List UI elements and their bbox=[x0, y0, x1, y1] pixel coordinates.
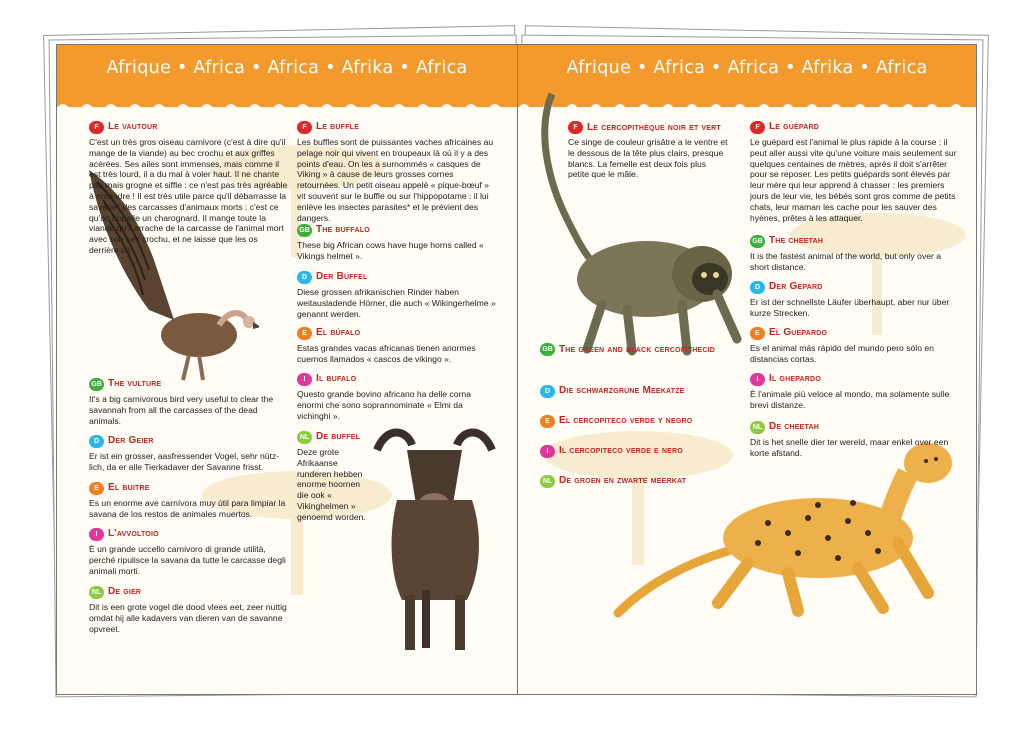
entry-title: The buffalo bbox=[316, 224, 370, 236]
entry-title: Le guépard bbox=[769, 121, 820, 133]
page-title: Afrique • Africa • Africa • Afrika • Africa bbox=[566, 58, 928, 78]
entry-title: Il cercopiteco verde e nero bbox=[559, 445, 683, 457]
entry-text: Er ist der schnellste Läufer überhaupt, aber nur über kurze Strecken. bbox=[750, 297, 950, 318]
lang-badge-gb: GB bbox=[89, 378, 104, 391]
entry-title: Il bufalo bbox=[316, 373, 357, 385]
lang-badge-es: E bbox=[540, 415, 555, 428]
monkey-entry-fr bbox=[568, 121, 728, 180]
lang-badge-it: I bbox=[750, 373, 765, 386]
entry-text: Es un enorme ave carnívora muy útil para limpiar la savana de los restos de animales muertos. bbox=[89, 498, 286, 519]
entry-text: Estas grandes vacas africanas tienen anormes cuernos llamados « cascos de vikingo ». bbox=[297, 343, 476, 364]
entry-text: È un grande uccello carnivoro di grande utilità, perché ripulisce la savana da tutte le carcasse degli animali morti. bbox=[89, 544, 286, 576]
entry-title: De buffel bbox=[316, 431, 361, 443]
lang-badge-de: D bbox=[89, 435, 104, 448]
entry-title: El cercopiteco verde y negro bbox=[559, 415, 693, 427]
cheetah-entry-it bbox=[750, 373, 960, 411]
lang-badge-fr: F bbox=[568, 121, 583, 134]
entry-title: El búfalo bbox=[316, 327, 361, 339]
entry-text: Le guépard est l'animal le plus rapide à la course : il peut aller aussi vite qu'une voiture mais seulement sur quelques centaines de mètres, après il doit s'arrêter pour se reposer. Les petits guépards sont élevés par leur mère qui leur apprend à chasser : les premiers jours de leur vie, les bébés sont gros comme de petits chats, leur maman les cache pour les sauver des hyènes, prêtes à les attaquer. bbox=[750, 137, 957, 223]
vulture-entry-es bbox=[89, 482, 289, 520]
lang-badge-es: E bbox=[750, 327, 765, 340]
entry-title: Le cercopithèque noir et vert bbox=[587, 122, 721, 133]
entry-title: L'avvoltoio bbox=[108, 528, 159, 540]
lang-badge-it: I bbox=[89, 528, 104, 541]
entry-title: The cheetah bbox=[769, 235, 824, 247]
entry-title: Der Büffel bbox=[316, 271, 368, 283]
entry-title: De groen en zwarte meerkat bbox=[559, 475, 687, 487]
entry-text: Dit is een grote vogel die dood vlees eet, zeer nuttig omdat hij alle kadavers van dieren van de savanne opvreet. bbox=[89, 602, 287, 634]
entry-title: Die schwarzgrüne Meekatze bbox=[559, 385, 685, 397]
entry-text: It is the fastest animal of the world, but only over a short distance. bbox=[750, 251, 942, 272]
monkey-entry-de bbox=[540, 385, 740, 401]
entry-title: Der Gepard bbox=[769, 281, 823, 293]
cheetah-entry-de bbox=[750, 281, 960, 319]
entry-text: Es el animal más rápido del mundo pero sólo en distancias cortas. bbox=[750, 343, 934, 364]
lang-badge-nl: NL bbox=[750, 421, 765, 434]
lang-badge-gb: GB bbox=[540, 343, 555, 356]
entry-text: Er ist ein grosser, aasfressender Vogel, sehr nütz-lich, da er alle Tierkadaver der Savanne frisst. bbox=[89, 451, 280, 472]
right-page bbox=[517, 44, 977, 695]
lang-badge-nl: NL bbox=[297, 431, 312, 444]
left-page bbox=[56, 44, 518, 695]
lang-badge-es: E bbox=[89, 482, 104, 495]
page-title: Afrique • Africa • Africa • Afrika • Africa bbox=[106, 58, 468, 78]
buffalo-entry-it bbox=[297, 373, 497, 421]
entry-text: These big African cows have huge horns called « Vikings helmet ». bbox=[297, 240, 484, 261]
entry-title: El buitre bbox=[108, 482, 150, 494]
vulture-entry-it bbox=[89, 528, 289, 576]
entry-text: Les buffles sont de puissantes vaches africaines au pelage noir qui vivent en troupeaux là où il y a des points d'eau. On les a surnommés « casques de Viking » à cause de leurs grosses cornes retournées. Un petit oiseau appelé « pique-bœuf » vit souvent sur le buffle ou sur l'hippopotame : il lui enlève les insectes parasites* et le prévient des dangers. bbox=[297, 137, 494, 223]
entry-text: It's a big carnivorous bird very useful to clear the savannah from all the carcasses of the dead animals. bbox=[89, 394, 274, 426]
cheetah-entry-fr bbox=[750, 121, 960, 223]
entry-text: Deze grote Afrikaanse runderen hebben enorme hoornen die ook « Vikinghelmen » genoemd worden. bbox=[297, 447, 366, 522]
entry-title: Le buffle bbox=[316, 121, 359, 133]
entry-title: El Guepardo bbox=[769, 327, 828, 339]
vulture-entry-fr bbox=[89, 121, 289, 256]
entry-title: De gier bbox=[108, 586, 142, 598]
lang-badge-de: D bbox=[750, 281, 765, 294]
lang-badge-fr: F bbox=[297, 121, 312, 134]
cheetah-entry-gb bbox=[750, 235, 960, 273]
monkey-entry-es bbox=[540, 415, 740, 431]
header-band bbox=[57, 45, 517, 107]
lang-badge-gb: GB bbox=[750, 235, 765, 248]
lang-badge-fr: F bbox=[89, 121, 104, 134]
cheetah-entry-nl bbox=[750, 421, 960, 459]
buffalo-entry-gb bbox=[297, 224, 497, 262]
monkey-entry-gb bbox=[540, 343, 720, 359]
buffalo-entry-fr bbox=[297, 121, 497, 223]
entry-text: Questo grande bovino africano ha delle corna enormi che sono soprannominate « Elmi da vichinghi ». bbox=[297, 389, 471, 421]
lang-badge-fr: F bbox=[750, 121, 765, 134]
lang-badge-it: I bbox=[540, 445, 555, 458]
entry-text: Ce singe de couleur grisâtre a le ventre et le dessous de la tête plus clairs, presque blancs. La femelle est deux fois plus petite que le mâle. bbox=[568, 137, 728, 180]
entry-title: Der Geier bbox=[108, 435, 154, 447]
entry-title: Il ghepardo bbox=[769, 373, 821, 385]
lang-badge-de: D bbox=[540, 385, 555, 398]
entry-text: È l'animale più veloce al mondo, ma solamente sulle brevi distanze. bbox=[750, 389, 950, 410]
lang-badge-gb: GB bbox=[297, 224, 312, 237]
entry-title: De cheetah bbox=[769, 421, 819, 433]
lang-badge-es: E bbox=[297, 327, 312, 340]
entry-title: Le vautour bbox=[108, 121, 158, 133]
entry-text: C'est un très gros oiseau carnivore (c'est à dire qu'il mange de la viande) au bec crochu et aux griffes acérées. Ses ailes sont immenses, mais comme il est très lourd, il a du mal à voler haut. Il ne chante pas mais grogne et siffle : ce n'est pas très agréable à entendre ! Il est très utile parce qu'il débarrasse la savane* des carcasses d'animaux morts : c'est ce qu'on appelle un charognard. Il mange toute la viande qu'il arrache de la carcasse de l'animal mort avec son bec crochu, et ne laisse que les os derrière lui. bbox=[89, 137, 288, 255]
cheetah-illustration bbox=[608, 433, 958, 623]
entry-text: Diese grossen afrikanischen Rinder haben weitausladende Hörner, die auch « Wikingerhelme » genannt werden. bbox=[297, 287, 496, 319]
entry-text: Dit is het snelle dier ter wereld, maar enkel over een korte afstand. bbox=[750, 437, 949, 458]
buffalo-entry-nl bbox=[297, 431, 369, 523]
vulture-entry-gb bbox=[89, 378, 289, 426]
lang-badge-de: D bbox=[297, 271, 312, 284]
buffalo-entry-de bbox=[297, 271, 497, 319]
lang-badge-nl: NL bbox=[89, 586, 104, 599]
buffalo-illustration bbox=[367, 420, 502, 660]
buffalo-entry-es bbox=[297, 327, 497, 365]
monkey-entry-it bbox=[540, 445, 740, 461]
vulture-entry-de bbox=[89, 435, 289, 473]
vulture-entry-nl bbox=[89, 586, 289, 634]
monkey-entry-nl bbox=[540, 475, 740, 491]
entry-title: The green and black cercopithecid bbox=[559, 344, 716, 355]
cheetah-entry-es bbox=[750, 327, 960, 365]
entry-title: The vulture bbox=[108, 378, 162, 390]
lang-badge-nl: NL bbox=[540, 475, 555, 488]
lang-badge-it: I bbox=[297, 373, 312, 386]
